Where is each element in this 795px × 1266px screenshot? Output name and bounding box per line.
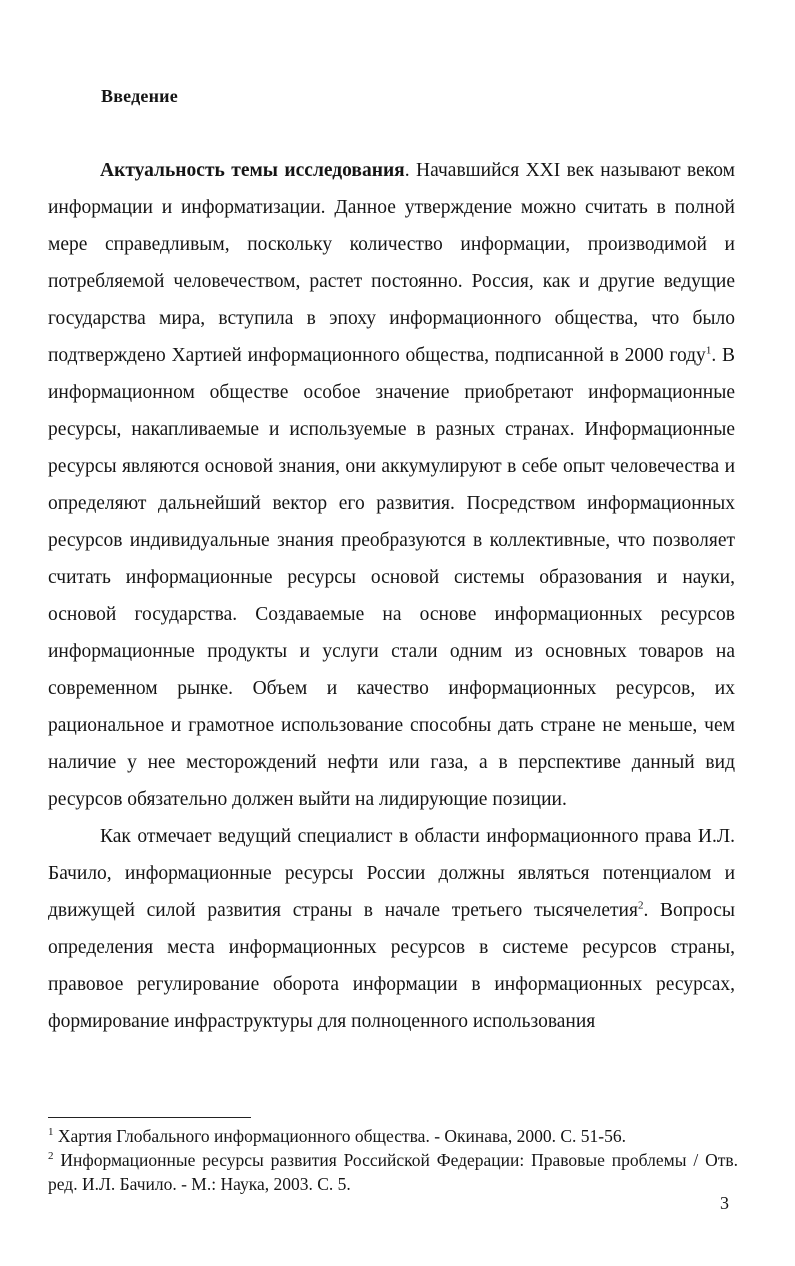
section-heading: Введение — [101, 86, 178, 106]
footnote-item — [48, 1124, 738, 1148]
footnote-divider — [48, 1117, 251, 1118]
paragraph-text: . В информационном обществе особое значение приобретают информационные ресурсы, накапливаемые и используемые в разных странах. Информационные ресурсы являются основой знания, они аккумулируют в себе опыт человечества и определяют дальнейший вектор его развития. Посредством информационных ресурсов индивидуальные знания преобразуются в коллективные, что позволяет считать информационные ресурсы основой системы образования и науки, основой государства. Создаваемые на основе информационных ресурсов информационные продукты и услуги стали одним из основных товаров на современном рынке. Объем и качество информационных ресурсов, их рациональное и грамотное использование способны дать стране не меньше, чем наличие у нее месторождений нефти или газа, а в перспективе данный вид ресурсов обязательно должен выйти на лидирующие позиции. — [48, 345, 735, 810]
paragraph-lead: Актуальность темы исследования — [100, 160, 405, 181]
paragraph-text: Как отмечает ведущий специалист в области информационного права И.Л. Бачило, информационные ресурсы России должны являться потенциалом и движущей силой развития страны в начале третьего тысячелетия — [48, 826, 735, 921]
page-number: 3 — [720, 1193, 729, 1213]
body-text — [48, 152, 735, 1040]
footnotes — [48, 1124, 738, 1196]
footnote-text: Хартия Глобального информационного общества. - Окинава, 2000. С. 51-56. — [53, 1126, 626, 1146]
paragraph-text: . Начавшийся XXI век называют веком информации и информатизации. Данное утверждение можно считать в полной мере справедливым, поскольку количество информации, производимой и потребляемой человечеством, растет постоянно. Россия, как и другие ведущие государства мира, вступила в эпоху информационного общества, что было подтверждено Хартией информационного общества, подписанной в 2000 году — [48, 160, 735, 366]
paragraph-bachilo — [48, 818, 735, 1040]
footnote-mark: 1 — [48, 1126, 54, 1139]
footnote-text: Информационные ресурсы развития Российской Федерации: Правовые проблемы / Отв. ред. И.Л. Бачило. - М.: Наука, 2003. С. 5. — [48, 1150, 738, 1194]
paragraph-text: . Вопросы определения места информационных ресурсов в системе ресурсов страны, правовое регулирование оборота информации в информационных ресурсах, формирование инфраструктуры для полноценного использования — [48, 900, 735, 1032]
footnote-item — [48, 1148, 738, 1196]
footnote-ref: 1 — [705, 344, 712, 357]
footnote-ref: 2 — [637, 899, 644, 912]
footnote-mark: 2 — [48, 1150, 54, 1163]
paragraph-relevance — [48, 152, 735, 818]
